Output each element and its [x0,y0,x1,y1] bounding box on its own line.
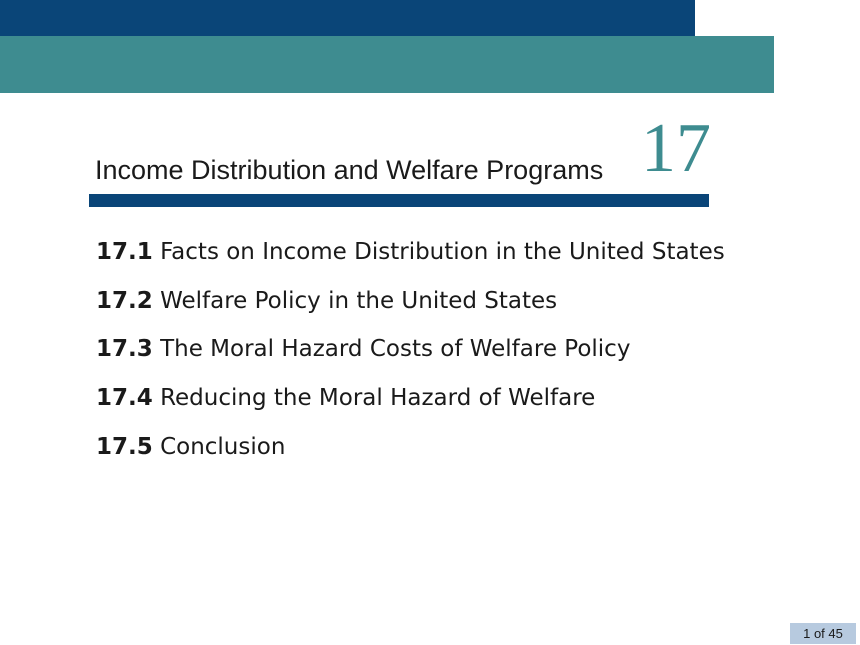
section-number: 17.2 [96,287,153,314]
title-rule [89,194,709,207]
section-number: 17.3 [96,336,153,363]
section-item [96,285,725,334]
section-title: Welfare Policy in the United States [160,287,558,314]
header-band-navy [0,0,695,36]
section-item [96,236,725,285]
section-title: Reducing the Moral Hazard of Welfare [160,385,596,412]
section-title: The Moral Hazard Costs of Welfare Policy [160,336,631,363]
section-list [96,236,725,479]
section-item [96,382,725,431]
section-number: 17.5 [96,433,153,460]
section-number: 17.4 [96,385,153,412]
section-item [96,333,725,382]
page-indicator: 1 of 45 [790,623,856,644]
header-band-teal [0,36,774,93]
section-item [96,431,725,480]
chapter-title: Income Distribution and Welfare Programs [95,155,604,185]
chapter-number: 17 [641,110,711,187]
section-title: Conclusion [160,433,286,460]
section-title: Facts on Income Distribution in the United States [160,239,725,265]
section-number: 17.1 [96,239,153,265]
